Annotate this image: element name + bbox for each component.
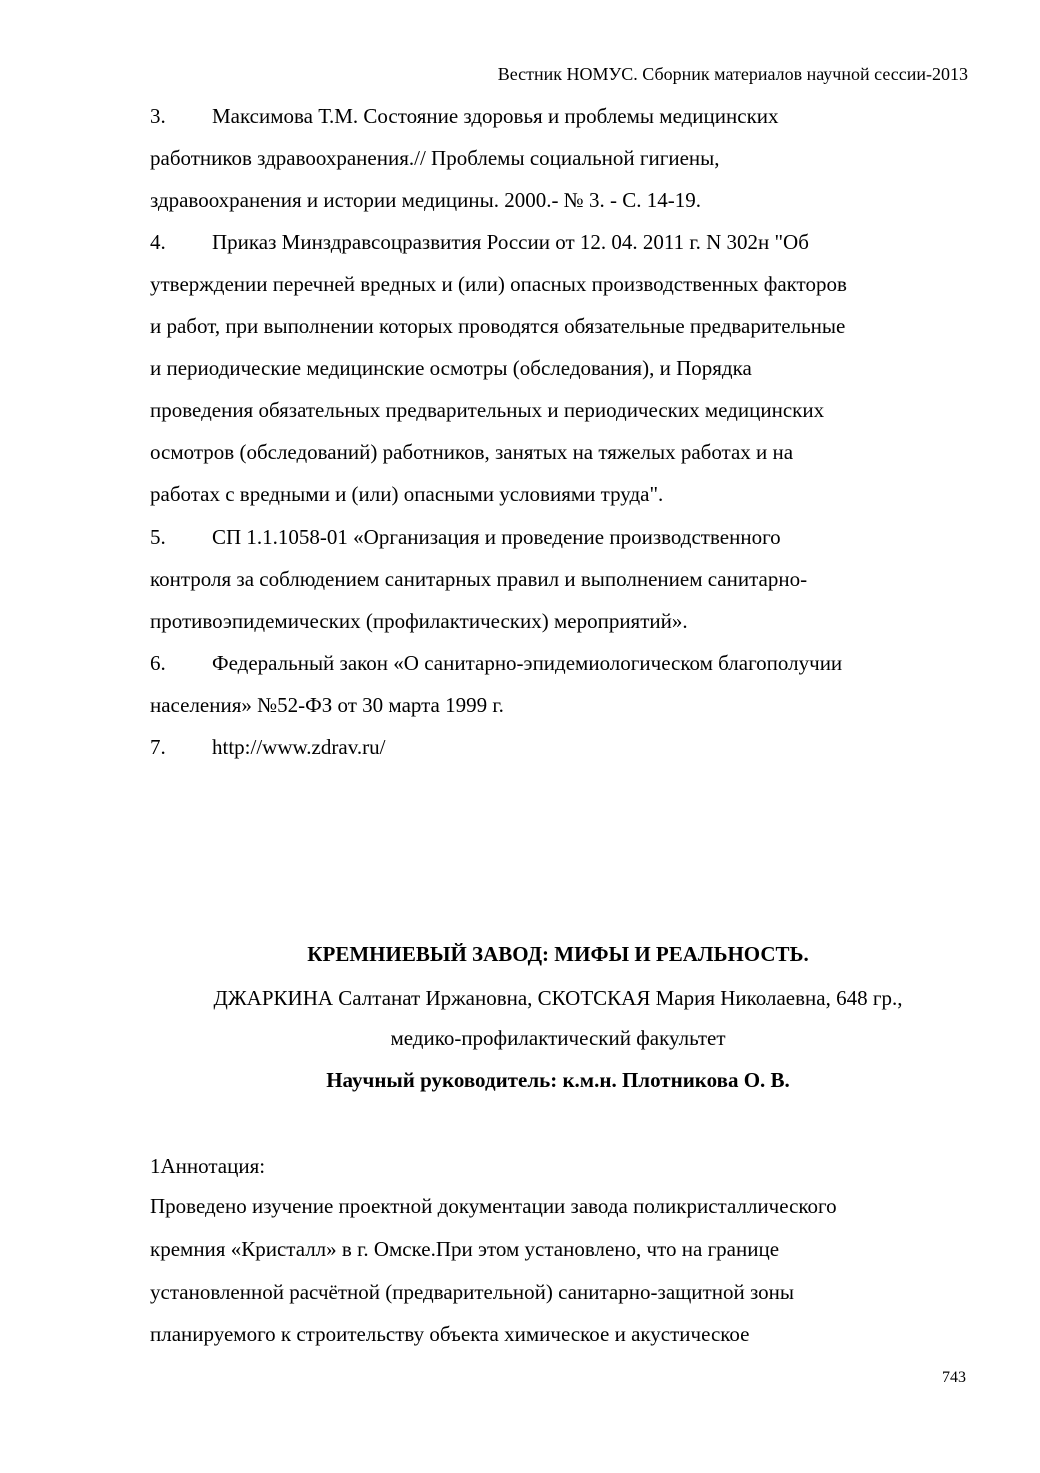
reference-text: проведения обязательных предварительных и периодических медицинских [150, 398, 825, 422]
reference-text: Приказ Минздравсоцразвития России от 12. 04. 2011 г. N 302н "Об [212, 230, 809, 254]
reference-number: 6. [150, 651, 166, 675]
reference-text: здравоохранения и истории медицины. 2000.- № 3. - С. 14-19. [150, 188, 701, 212]
article-authors: ДЖАРКИНА Салтанат Иржановна, СКОТСКАЯ Мария Николаевна, 648 гр., [213, 986, 903, 1010]
reference-number: 5. [150, 525, 166, 549]
annotation-text: установленной расчётной (предварительной) санитарно-защитной зоны [150, 1280, 794, 1304]
reference-item [150, 649, 842, 677]
reference-text: и периодические медицинские осмотры (обследования), и Порядка [150, 356, 752, 380]
reference-text: утверждении перечней вредных и (или) опасных производственных факторов [150, 272, 847, 296]
annotation-text: кремния «Кристалл» в г. Омске.При этом установлено, что на границе [150, 1237, 780, 1261]
annotation-heading: 1Аннотация: [150, 1154, 266, 1178]
article-supervisor: Научный руководитель: к.м.н. Плотникова О. В. [326, 1068, 790, 1092]
reference-text: работников здравоохранения.// Проблемы социальной гигиены, [150, 146, 720, 170]
reference-text: контроля за соблюдением санитарных правил и выполнением санитарно- [150, 567, 808, 591]
reference-text: СП 1.1.1058-01 «Организация и проведение производственного [212, 525, 781, 549]
reference-text: населения» №52-ФЗ от 30 марта 1999 г. [150, 693, 504, 717]
page-number: 743 [942, 1369, 966, 1386]
reference-number: 7. [150, 735, 166, 759]
annotation-text: планируемого к строительству объекта химическое и акустическое [150, 1322, 750, 1346]
reference-number: 4. [150, 230, 166, 254]
reference-item [150, 733, 385, 761]
reference-text: работах с вредными и (или) опасными условиями труда". [150, 482, 664, 506]
reference-text: и работ, при выполнении которых проводятся обязательные предварительные [150, 314, 846, 338]
reference-item [150, 102, 779, 130]
reference-text: противоэпидемических (профилактических) мероприятий». [150, 609, 688, 633]
article-faculty: медико-профилактический факультет [390, 1026, 726, 1050]
reference-number: 3. [150, 104, 166, 128]
reference-text: Максимова Т.М. Состояние здоровья и проблемы медицинских [212, 104, 779, 128]
annotation-text: Проведено изучение проектной документации завода поликристаллического [150, 1194, 837, 1218]
reference-item [150, 523, 781, 551]
reference-item [150, 228, 809, 256]
reference-text: Федеральный закон «О санитарно-эпидемиологическом благополучии [212, 651, 843, 675]
reference-link: http://www.zdrav.ru/ [212, 735, 386, 759]
journal-header: Вестник НОМУС. Сборник материалов научной сессии-2013 [497, 64, 968, 84]
article-title: КРЕМНИЕВЫЙ ЗАВОД: МИФЫ И РЕАЛЬНОСТЬ. [307, 942, 809, 966]
reference-text: осмотров (обследований) работников, занятых на тяжелых работах и на [150, 440, 794, 464]
